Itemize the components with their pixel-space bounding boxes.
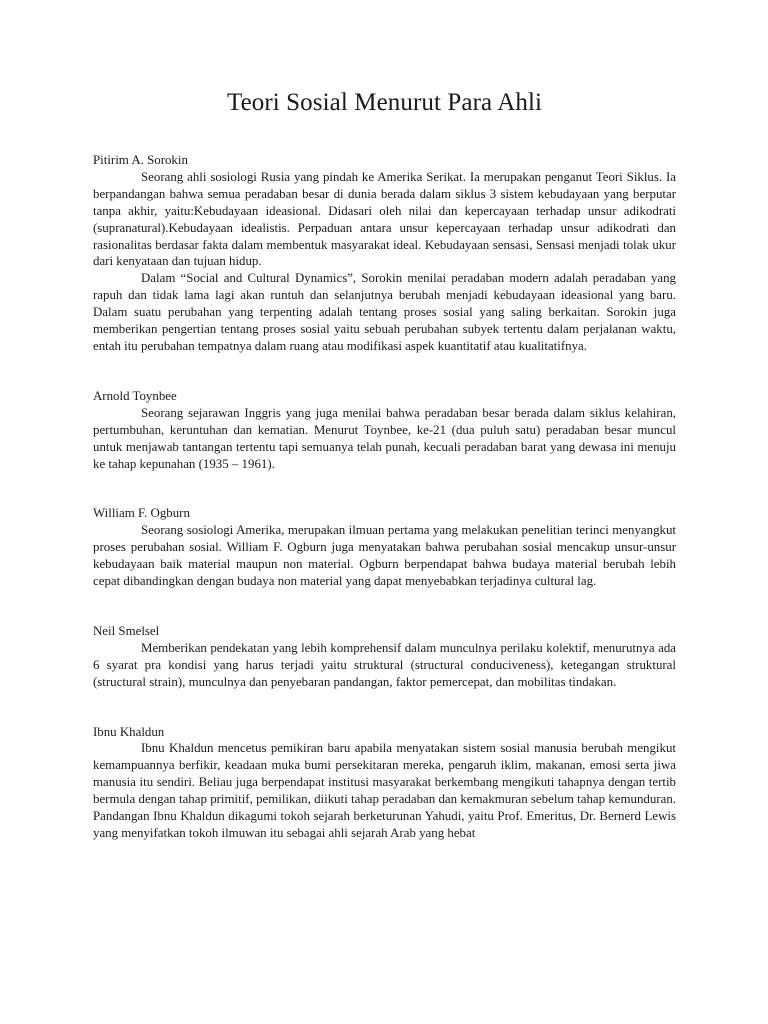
section-paragraph: Memberikan pendekatan yang lebih komprehensif dalam munculnya perilaku kolektif, menurutnya ada 6 syarat pra kondisi yang harus terjadi yaitu struktural (structural conduciveness), ketegangan struktural (structural strain), munculnya dan penyebaran pandangan, faktor pemercepat, dan mobilitas tindakan.	[93, 640, 676, 689]
section-toynbee	[93, 388, 676, 473]
section-name: Ibnu Khaldun	[93, 724, 165, 739]
section-paragraph: Seorang sejarawan Inggris yang juga menilai bahwa peradaban besar berada dalam siklus kelahiran, pertumbuhan, keruntuhan dan kematian. Menurut Toynbee, ke-21 (dua puluh satu) peradaban besar muncul untuk menjawab tantangan tertentu tapi semuanya telah punah, kecuali peradaban barat yang dewasa ini menuju ke tahap kepunahan (1935 – 1961).	[93, 405, 676, 471]
document-title: Teori Sosial Menurut Para Ahli	[226, 89, 543, 116]
section-paragraph: Seorang ahli sosiologi Rusia yang pindah ke Amerika Serikat. Ia merupakan penganut Teori Siklus. Ia berpandangan bahwa semua peradaban besar di dunia berada dalam siklus 3 sistem kebudayaan yang berputar tanpa akhir, yaitu:Kebudayaan ideasional. Didasari oleh nilai dan kepercayaan terhadap unsur adikodrati (supranatural).Kebudayaan idealistis. Perpaduan antara unsur kepercayaan terhadap unsur adikodrati dan rasionalitas berdasar fakta dalam membentuk masyarakat ideal. Kebudayaan sensasi, Sensasi menjadi tolak ukur dari kenyataan dan tujuan hidup.	[93, 169, 676, 269]
section-paragraph: Dalam “Social and Cultural Dynamics”, Sorokin menilai peradaban modern adalah peradaban yang rapuh dan tidak lama lagi akan runtuh dan selanjutnya berubah menjadi kebudayaan ideasional yang baru. Dalam suatu perubahan yang terpenting adalah tentang proses sosial yang saling berkaitan. Sorokin juga memberikan pengertian tentang proses sosial yaitu sebuah perubahan subyek tertentu dalam perjalanan waktu, entah itu perubahan tempatnya dalam ruang atau modifikasi aspek kuantitatif atau kualitatifnya.	[93, 271, 676, 353]
section-paragraph: Seorang sosiologi Amerika, merupakan ilmuan pertama yang melakukan penelitian terinci menyangkut proses perubahan sosial. William F. Ogburn juga menyatakan bahwa perubahan sosial mencakup unsur-unsur kebudayaan baik material maupun non material. Ogburn berpendapat bahwa budaya material berubah lebih cepat dibandingkan dengan budaya non material yang dapat menyebabkan terjadinya cultural lag.	[93, 523, 676, 589]
section-smelsel	[93, 623, 676, 691]
section-name: Arnold Toynbee	[93, 388, 177, 403]
section-name: Neil Smelsel	[93, 623, 160, 638]
section-name: William F. Ogburn	[93, 506, 190, 521]
section-sorokin	[93, 152, 676, 355]
section-name: Pitirim A. Sorokin	[93, 153, 188, 167]
section-khaldun	[93, 724, 676, 842]
section-paragraph: Ibnu Khaldun mencetus pemikiran baru apabila menyatakan sistem sosial manusia berubah mengikut kemampuannya berfikir, keadaan muka bumi persekitaran mereka, pengaruh iklim, makanan, emosi serta jiwa manusia itu sendiri. Beliau juga berpendapat institusi masyarakat berkembang mengikuti tahapnya dengan tertib bermula dengan tahap primitif, pemilikan, diikuti tahap peradaban dan kemakmuran sebelum tahap kemunduran. Pandangan Ibnu Khaldun dikagumi tokoh sejarah berketurunan Yahudi, yaitu Prof. Emeritus, Dr. Bernerd Lewis yang menyifatkan tokoh ilmuwan itu sebagai ahli sejarah Arab yang hebat	[93, 741, 676, 840]
section-ogburn	[93, 505, 676, 590]
